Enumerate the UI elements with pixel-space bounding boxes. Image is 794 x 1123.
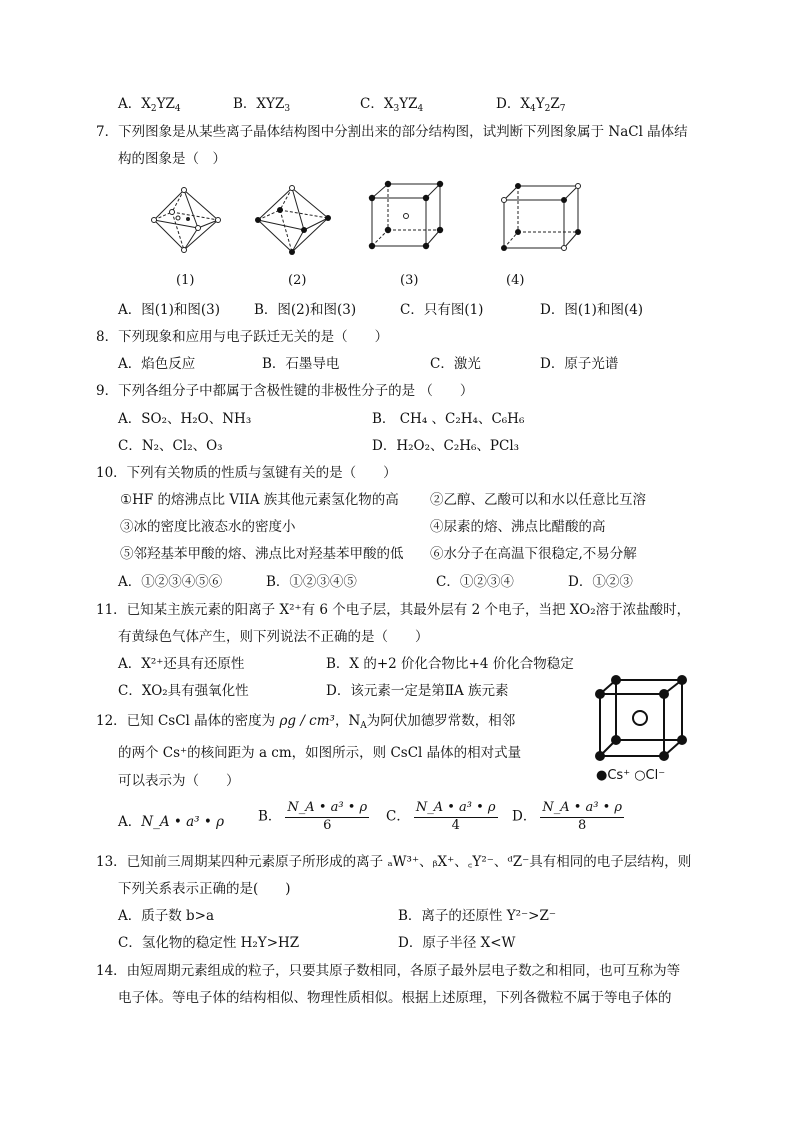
q8-option-c: C．激光 — [430, 356, 481, 372]
q11-option-d: D．该元素一定是第ⅡA 族元素 — [326, 683, 509, 699]
q12-option-d: D． $\frac{\text{N\_A • a³ • ρ}}{8}$ — [512, 800, 623, 833]
q12-stem-line2: 的两个 Cs⁺的核间距为 a cm，如图所示，则 CsCl 晶体的相对式量 — [118, 745, 522, 761]
q10-option-c: C．①②③④ — [436, 574, 514, 590]
q13-option-b: B．离子的还原性 Y²⁻>Z⁻ — [398, 908, 556, 924]
q11-stem-line1: 11．已知某主族元素的阳离子 X²⁺有 6 个电子层，其最外层有 2 个电子，当把 XO₂溶于浓盐酸时， — [96, 602, 691, 618]
q10-option-d: D．①②③ — [568, 574, 633, 590]
q10-option-a: A．①②③④⑤⑥ — [118, 574, 223, 590]
q10-statement-1: ①HF 的熔沸点比 VIIA 族其他元素氢化物的高 — [120, 492, 399, 508]
q11-stem-line2: 有黄绿色气体产生，则下列说法不正确的是（ ） — [118, 629, 429, 645]
q11-option-b: B．X 的+2 价化合物比+4 价化合物稳定 — [326, 656, 574, 672]
q10-statement-3: ③冰的密度比液态水的密度小 — [120, 519, 296, 535]
q7-option-c: C．只有图(1) — [400, 302, 484, 318]
q6-option-d: D．$X_4Y_2Z_7$ — [496, 96, 566, 114]
q7-option-b: B．图(2)和图(3) — [254, 302, 357, 318]
q7-stem-line1: 7．下列图象是从某些离子晶体结构图中分割出来的部分结构图，试判断下列图象属于 NaCl 晶体结 — [96, 124, 688, 140]
q7-stem-line2: 构的图象是（ ） — [118, 151, 226, 167]
figure-2-label: (2) — [288, 273, 307, 288]
q9-stem: 9．下列各组分子中都属于含极性键的非极性分子的是 （ ） — [96, 383, 474, 399]
q8-option-a: A．焰色反应 — [118, 356, 196, 372]
q7-option-d: D．图(1)和图(4) — [540, 302, 644, 318]
q9-option-d: D．H₂O₂、C₂H₆、PCl₃ — [372, 438, 520, 454]
q11-option-a: A．X²⁺还具有还原性 — [118, 656, 245, 672]
q10-statement-5: ⑤邻羟基苯甲酸的熔、沸点比对羟基苯甲酸的低 — [120, 546, 404, 562]
q9-option-b: B． CH₄ 、C₂H₄、C₆H₆ — [372, 411, 525, 427]
q13-option-d: D．原子半径 X<W — [398, 935, 516, 951]
figure-3-label: (3) — [400, 273, 419, 288]
q7-option-a: A．图(1)和图(3) — [118, 302, 220, 318]
q8-option-b: B．石墨导电 — [262, 356, 340, 372]
q10-option-b: B．①②③④⑤ — [266, 574, 357, 590]
crystal-figure-3 — [366, 178, 444, 252]
q10-statement-6: ⑥水分子在高温下很稳定,不易分解 — [430, 546, 637, 562]
q13-option-c: C．氢化物的稳定性 H₂Y>HZ — [118, 935, 300, 951]
crystal-figure-4 — [498, 180, 584, 254]
cscl-crystal-figure — [590, 672, 690, 772]
crystal-figure-2 — [252, 182, 334, 262]
q13-stem-line1: 13．已知前三周期某四种元素原子所形成的离子 ₐW³⁺、ᵦX⁺、꜀Y²⁻、ᵈZ⁻具有相同的电子层结构，则 — [96, 854, 692, 870]
q13-option-a: A．质子数 b>a — [118, 908, 215, 924]
q12-stem-line3: 可以表示为（ ） — [118, 773, 240, 789]
q6-option-a: A．$X_2YZ_4$ — [118, 96, 181, 114]
q8-stem: 8．下列现象和应用与电子跃迁无关的是（ ） — [96, 329, 389, 345]
q12-option-a: A．N_A • a³ • ρ — [118, 814, 225, 830]
q8-option-d: D．原子光谱 — [540, 356, 619, 372]
q13-stem-line2: 下列关系表示正确的是( ) — [118, 881, 291, 897]
q10-statement-4: ④尿素的熔、沸点比醋酸的高 — [430, 519, 606, 535]
q10-statement-2: ②乙醇、乙酸可以和水以任意比互溶 — [430, 492, 646, 508]
q12-option-c: C． $\frac{\text{N\_A • a³ • ρ}}{4}$ — [386, 800, 496, 833]
q14-stem-line1: 14．由短周期元素组成的粒子，只要其原子数相同，各原子最外层电子数之和相同，也可互称为等 — [96, 963, 681, 979]
q6-option-b: B．$XYZ_3$ — [233, 96, 291, 114]
q9-option-c: C．N₂、Cl₂、O₃ — [118, 438, 223, 454]
q9-option-a: A．SO₂、H₂O、NH₃ — [118, 411, 252, 427]
q12-option-b: B． $\frac{\text{N\_A • a³ • ρ}}{6}$ — [258, 800, 368, 833]
q10-stem: 10．下列有关物质的性质与氢键有关的是（ ） — [96, 465, 397, 481]
cscl-legend: ●Cs⁺ ○Cl⁻ — [596, 768, 666, 783]
crystal-figure-1 — [148, 184, 226, 262]
q12-stem-line1: 12．已知 CsCl 晶体的密度为 ρg / cm³，$N_A$为阿伏加德罗常数，相邻 — [96, 713, 516, 731]
q14-stem-line2: 电子体。等电子体的结构相似、物理性质相似。根据上述原理，下列各微粒不属于等电子体的 — [118, 990, 672, 1006]
q6-option-c: C．$X_3YZ_4$ — [360, 96, 424, 114]
q11-option-c: C．XO₂具有强氧化性 — [118, 683, 249, 699]
figure-4-label: (4) — [506, 273, 525, 288]
figure-1-label: (1) — [176, 273, 195, 288]
